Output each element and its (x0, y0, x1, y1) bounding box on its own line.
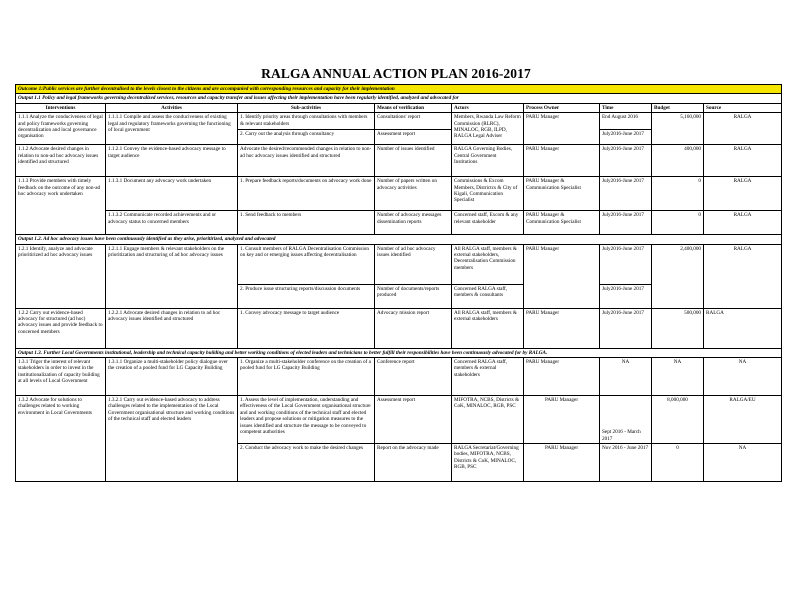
actors-cell: All RALGA staff, members & external stakeholders (452, 308, 524, 348)
owner-cell: PARU Manager (524, 358, 600, 396)
budget-cell: 0 (652, 211, 704, 235)
actors-cell: Members, Rwanda Law Reform Commission (RLRC), MINALOC, RGB, ILPD, RALGA Legal Adviser (452, 113, 524, 145)
budget-cell: 5,160,000 (652, 113, 704, 145)
column-header: Budget (652, 103, 704, 112)
owner-cell: PARU Manager (524, 113, 600, 145)
source-cell: RALGA (704, 113, 782, 145)
owner-cell: PARU Manager & Communication Specialist (524, 211, 600, 235)
actors-cell: RALGA Secretariat/Governing bodies, MIFOTRA, NCBS, Districts & CoK, MINALOC, RGB, PSC (452, 444, 524, 482)
column-header: Interventions (16, 103, 106, 112)
column-header: Activities (106, 103, 238, 112)
table-row (16, 244, 782, 284)
column-header-row (16, 103, 782, 112)
owner-cell: PARU Manager (524, 444, 600, 482)
time-cell: July2016-June 2017 (600, 308, 652, 348)
owner-cell: PARU Manager (524, 145, 600, 177)
budget-cell: 400,000 (652, 145, 704, 177)
budget-cell: NA (652, 358, 704, 396)
owner-cell: PARU Manager & Communication Specialist (524, 177, 600, 211)
time-cell: NA (600, 358, 652, 396)
column-header: Sub-activities (238, 103, 375, 112)
means-cell: Number of issues identified (375, 145, 452, 177)
actors-cell: MIFOTRA, NCBS, Districts & CoK, MINALOC, RGB, PSC (452, 396, 524, 444)
budget-cell: 0 (652, 444, 704, 482)
intervention-cell: 1.2.1 Identify, analyze and advocate prioritirized ad hoc advocacy issues (16, 244, 106, 308)
source-cell: NA (704, 444, 782, 482)
table-row (16, 211, 782, 235)
sub-activity-cell: 1. Prepare feedback reports/documents on advocacy work done (238, 177, 375, 211)
activity-cell: 1.1.3.2 Communicate recorded achievements and or advocacy status to concerned members (106, 211, 238, 235)
source-cell: RALGA (704, 211, 782, 235)
means-cell: Consultations' report (375, 113, 452, 130)
source-cell: RALGA (704, 145, 782, 177)
output-heading: Output 1.2. Ad hoc advocacy issues have been continuously identified as they arise, prioritirized, analyzed and advocated (16, 235, 782, 244)
time-cell: July2016-June 2017 (600, 284, 652, 308)
output-heading: Output 1.3. Further Local Governments institutional, leadership and technical capacity building and better working conditions of elected leaders and technicians to better fulfill their responsibilities have been continuously advocated for by RALGA. (16, 348, 782, 357)
budget-cell: 500,000 (652, 308, 704, 348)
source-cell: RALGA (704, 177, 782, 211)
intervention-cell: 1.3.2 Advocate for solutions to challenges related to working environment in Local Governments (16, 396, 106, 482)
intervention-cell: 1.1.3 Provide members with timely feedback on the outcome of any non-ad hoc advocacy work undertaken (16, 177, 106, 235)
activity-cell: 1.1.3.1 Document any advocacy work undertaken (106, 177, 238, 211)
activity-cell: 1.1.2.1 Convey the evidence-based advocacy message to target audience (106, 145, 238, 177)
sub-activity-cell: 1. Convey advocacy message to target audience (238, 308, 375, 348)
table-row (16, 113, 782, 130)
actors-cell: Concerned RALGA staff, members & consultants (452, 284, 524, 308)
source-cell: RALGA (704, 308, 782, 348)
intervention-cell: 1.1.2 Advocate desired changes in relation to non-ad hoc advocacy issues identified and structured (16, 145, 106, 177)
owner-cell: PARU Manager (524, 244, 600, 308)
time-cell: July2016-June 2017 (600, 244, 652, 284)
intervention-cell: 1.3.1 Triger the interest of relevant stakeholders in order to invest in the institutionalization of capacity building at all levels of Local Government (16, 358, 106, 396)
means-cell: Report on the advocacy made (375, 444, 452, 482)
intervention-cell: 1.2.2 Carry out evidence-based advocacy for structured (ad hoc) advocacy issues and provide feedback to concerned members (16, 308, 106, 348)
activity-cell: 1.2.1.1 Engage members & relevant stakeholders on the prioritization and structuring of ad hoc advocacy issues (106, 244, 238, 308)
column-header: Source (704, 103, 782, 112)
actors-cell: Concerned RALGA staff, members & external stakeholders (452, 358, 524, 396)
table-row (16, 396, 782, 444)
column-header: Means of verification (375, 103, 452, 112)
output-row (16, 94, 782, 103)
means-cell: Advocacy mission report (375, 308, 452, 348)
means-cell: Number of advocacy messages dissemination reports (375, 211, 452, 235)
sub-activity-cell: 1. Send feedback to members (238, 211, 375, 235)
means-cell: Conference report (375, 358, 452, 396)
source-cell: RALGA (704, 244, 782, 308)
means-cell: Number of ad hoc advocacy issues identified (375, 244, 452, 284)
column-header: Process Owner (524, 103, 600, 112)
owner-cell: PARU Manager (524, 396, 600, 444)
sub-activity-cell: 1. Assess the level of implementation, understanding and effectiveness of the Local Government organisational structure and and working conditions of the technical staff and elected leaders and propose solutions or mitigation measures to the issues identified and structure the message to be conveyed to competent authorities (238, 396, 375, 444)
owner-cell: PARU Manager (524, 308, 600, 348)
output-row (16, 348, 782, 357)
source-cell: RALGA/EU (704, 396, 782, 444)
actors-cell: RALGA Governing Bodies, Central Government Institutions (452, 145, 524, 177)
sub-activity-cell: 1. Consult members of RALGA Decentralisation Commission on key and or emerging issues affecting decentralisation (238, 244, 375, 284)
sub-activity-cell: 2. Conduct the advocacy work to make the desired changes (238, 444, 375, 482)
activity-cell: 1.3.1.1 Organize a multi-stakeholder policy dialogue over the creation of a pooled fund for LG Capacity Building (106, 358, 238, 396)
source-cell: NA (704, 358, 782, 396)
intervention-cell: 1.1.1 Analyze the conduciveness of legal and policy frameworks governing decentralization and local governance organisation (16, 113, 106, 145)
sub-activity-cell: 2. Produce issue structuring reports/discussion documents (238, 284, 375, 308)
outcome-row (16, 85, 782, 94)
time-cell: End August 2016 (600, 113, 652, 130)
activity-cell: 1.1.1.1 Compile and assess the conduciveness of existing legal and regulatory frameworks governing the functioning of local government (106, 113, 238, 145)
table-row (16, 145, 782, 177)
table-row (16, 177, 782, 211)
sub-activity-cell: 2. Carry out the analysis through consultancy (238, 130, 375, 145)
actors-cell: Concerned staff, Excom & any relevant stakeholder (452, 211, 524, 235)
means-cell: Assessment report (375, 396, 452, 444)
time-cell: July2016-June 2017 (600, 177, 652, 211)
time-cell: July2016-June 2017 (600, 211, 652, 235)
action-plan-table (15, 84, 782, 482)
time-cell: Nov 2016 - June 2017 (600, 444, 652, 482)
budget-cell: 2,400,000 (652, 244, 704, 308)
time-cell: July2016-June 2017 (600, 145, 652, 177)
output-heading: Output 1.1 Policy and legal frameworks governing decentralized services, resources and capacity transfer and issues affecting their implementation have been regularly identified, analyzed and advocated for (16, 94, 782, 103)
time-cell: July2016-June 2017 (600, 130, 652, 145)
activity-cell: 1.2.2.1 Advocate desired changes in relation to ad hoc advocacy issues identified and structured (106, 308, 238, 348)
sub-activity-cell: 1. Identify priority areas through consultations with members & relevant stakeholders (238, 113, 375, 130)
means-cell: Number of papers written on advocacy activities (375, 177, 452, 211)
actors-cell: Commissions & Excom Members, Districtcs & City of Kigali, Communication Specialist (452, 177, 524, 211)
document-title: RALGA ANNUAL ACTION PLAN 2016-2017 (261, 66, 531, 81)
table-row (16, 308, 782, 348)
budget-cell: 8,000,000 (652, 396, 704, 444)
activity-cell: 1.3.2.1 Carry out evidence-based advocacy to address challenges related to the implementation of the Local Government organisational structure and working conditions of the technical staff and elected leaders (106, 396, 238, 482)
means-cell: Number of documents/reports produced (375, 284, 452, 308)
sub-activity-cell: 1. Organize a multi-stakeholder conference on the creation of a pooled fund for LG Capacity Building (238, 358, 375, 396)
sub-activity-cell: Advocate the desired/recommended changes in relation to non-ad hoc advocacy issues identified and structured (238, 145, 375, 177)
time-cell: Sept 2016 - March 2017 (600, 396, 652, 444)
actors-cell: All RALGA staff, members & external stakeholders, Decentralisation Commission members (452, 244, 524, 284)
output-row (16, 235, 782, 244)
column-header: Time (600, 103, 652, 112)
outcome-heading: Outcome 1:Public services are further decentralised to the levels closest to the citizens and are accompanied with corresponding resources and capacity for their implementation (16, 85, 782, 94)
budget-cell: 0 (652, 177, 704, 211)
means-cell: Assessment report (375, 130, 452, 145)
column-header: Actors (452, 103, 524, 112)
table-row (16, 358, 782, 396)
